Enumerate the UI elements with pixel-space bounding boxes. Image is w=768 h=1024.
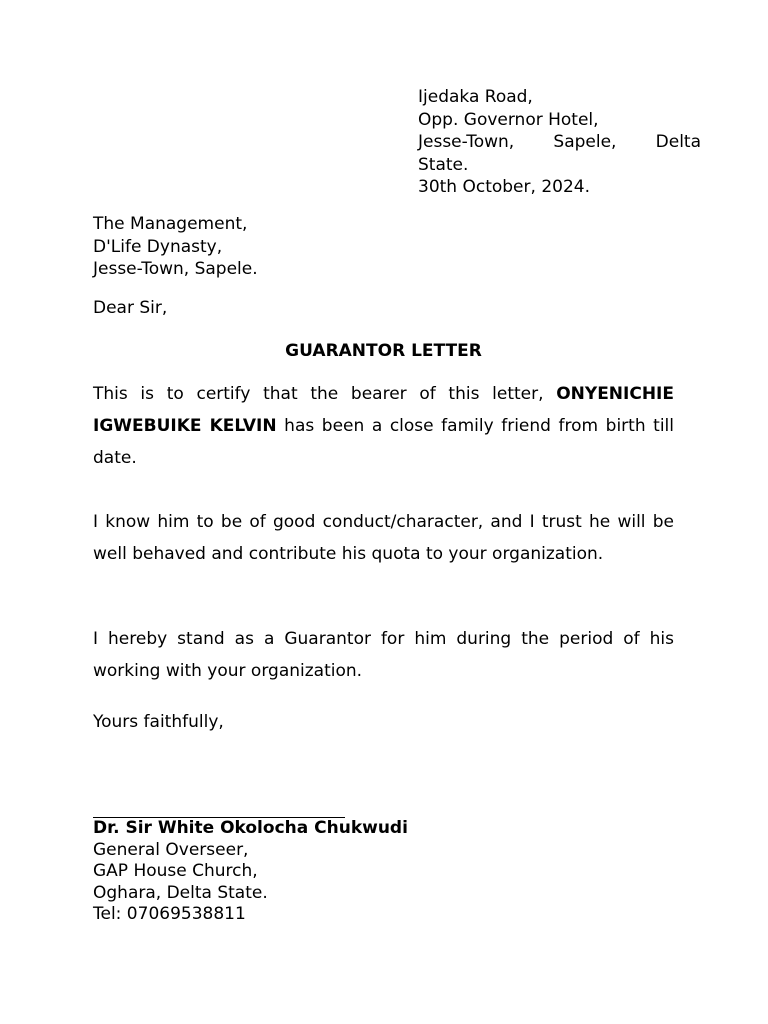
body-text: has been a close family friend from birth till date. <box>93 416 674 468</box>
sender-address-line: State. <box>418 154 469 175</box>
body-text: This is to certify that the bearer of this letter, <box>93 384 557 404</box>
signatory-phone: Tel: 07069538811 <box>93 904 246 924</box>
signatory-location: Oghara, Delta State. <box>93 882 268 903</box>
signatory-title: General Overseer, <box>93 839 249 860</box>
recipient-line: The Management, <box>93 214 248 234</box>
signatory-block <box>93 818 408 926</box>
body-paragraph-1 <box>93 378 674 474</box>
letter-date: 30th October, 2024. <box>418 177 590 197</box>
letter-subject: GUARANTOR LETTER <box>285 341 482 361</box>
sender-address-line: Opp. Governor Hotel, <box>418 109 599 130</box>
sender-address-line: Jesse-Town, Sapele, Delta <box>418 132 701 152</box>
recipient-address <box>93 213 258 281</box>
recipient-line: Jesse-Town, Sapele. <box>93 259 258 279</box>
body-paragraph-3: I hereby stand as a Guarantor for him during the period of his working with your organization. <box>93 629 674 681</box>
recipient-line: D'Life Dynasty, <box>93 236 223 257</box>
salutation: Dear Sir, <box>93 298 168 318</box>
closing: Yours faithfully, <box>93 712 224 732</box>
sender-address <box>418 86 701 199</box>
signatory-organization: GAP House Church, <box>93 861 258 881</box>
bearer-name: ONYENICHIE IGWEBUIKE KELVIN <box>93 384 674 436</box>
sender-address-line: Ijedaka Road, <box>418 87 533 107</box>
signatory-name: Dr. Sir White Okolocha Chukwudi <box>93 818 408 838</box>
body-paragraph-2: I know him to be of good conduct/character, and I trust he will be well behaved and contribute his quota to your organization. <box>93 512 674 564</box>
